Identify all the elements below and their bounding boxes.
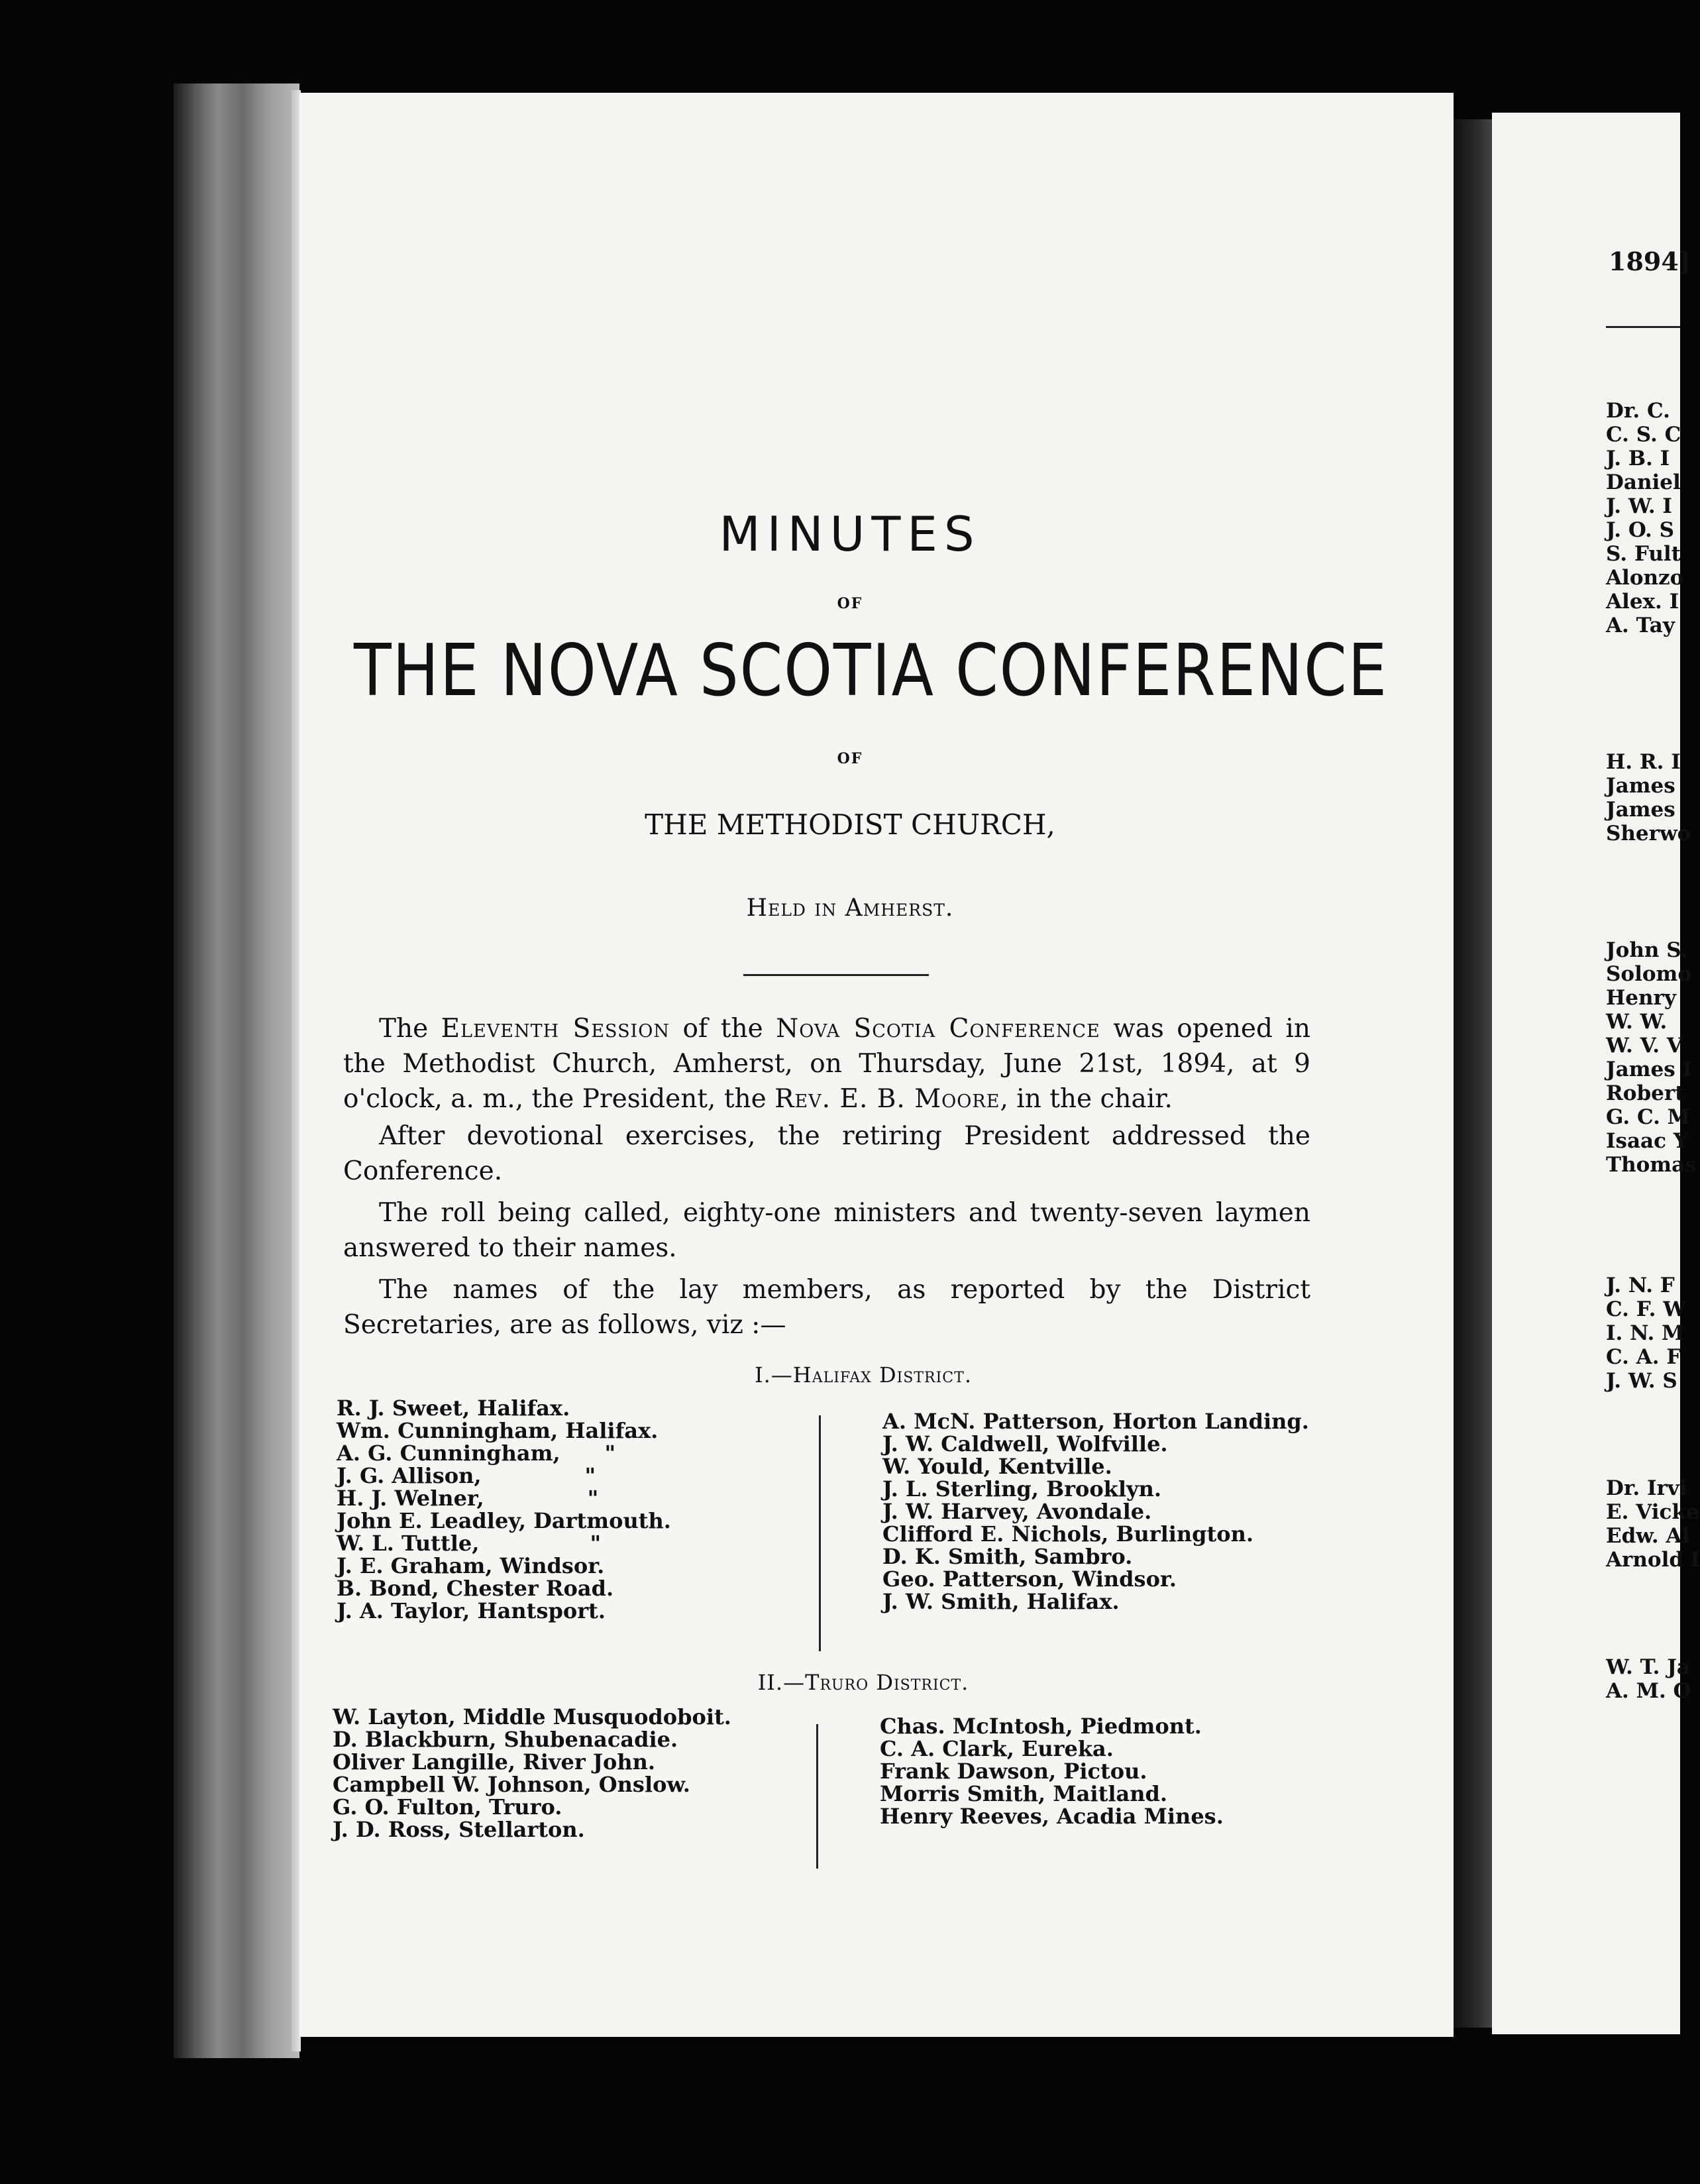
facing-page-line: Henry bbox=[1606, 986, 1676, 1010]
book-gutter bbox=[1454, 119, 1492, 2028]
truro-right-column bbox=[880, 1715, 1224, 1828]
list-item: C. A. Clark, Eureka. bbox=[880, 1736, 1114, 1761]
facing-page-line: J. W. S bbox=[1606, 1369, 1677, 1393]
list-item: Wm. Cunningham, Halifax. bbox=[337, 1418, 659, 1443]
facing-page-line: A. M. O bbox=[1606, 1679, 1691, 1703]
text: The bbox=[379, 1014, 441, 1044]
list-item: D. K. Smith, Sambro. bbox=[882, 1544, 1133, 1569]
paragraph-lay-members: The names of the lay members, as reported by the District Secretaries, are as follows, viz :— bbox=[343, 1275, 1310, 1340]
list-item: J. E. Graham, Windsor. bbox=[337, 1553, 605, 1578]
list-item: H. J. Welner, " bbox=[337, 1486, 599, 1511]
facing-page-line: Solomo bbox=[1606, 962, 1691, 986]
facing-page-line: S. Fult bbox=[1606, 542, 1681, 566]
title-church: THE METHODIST CHURCH, bbox=[645, 808, 1055, 841]
facing-page-line: Sherwo bbox=[1606, 822, 1691, 846]
list-item: A. G. Cunningham, " bbox=[337, 1441, 616, 1466]
list-item: J. W. Smith, Halifax. bbox=[882, 1589, 1120, 1614]
facing-page-line: Robert bbox=[1606, 1081, 1685, 1105]
facing-page-line: A. Tay bbox=[1606, 614, 1675, 637]
list-item: Oliver Langille, River John. bbox=[333, 1749, 655, 1774]
facing-page-line: Alonzo bbox=[1606, 566, 1684, 590]
title-conference: THE NOVA SCOTIA CONFERENCE bbox=[353, 629, 1388, 712]
facing-page-line: I. N. M bbox=[1606, 1321, 1685, 1345]
list-item: Geo. Patterson, Windsor. bbox=[882, 1566, 1177, 1592]
facing-page-line: Dr. C. bbox=[1606, 399, 1670, 423]
paragraph-opening bbox=[343, 1011, 1310, 1117]
halifax-left-column bbox=[337, 1397, 671, 1622]
facing-page-line: J. W. I bbox=[1606, 494, 1672, 518]
list-item: Campbell W. Johnson, Onslow. bbox=[333, 1772, 690, 1797]
truro-left-column bbox=[333, 1706, 731, 1841]
list-item: Henry Reeves, Acadia Mines. bbox=[880, 1804, 1224, 1829]
facing-page-line: James I bbox=[1606, 1058, 1693, 1081]
paragraph-roll: The roll being called, eighty-one ministers and twenty-seven laymen answered to their names. bbox=[343, 1198, 1310, 1263]
facing-page-line: Dr. Irvi bbox=[1606, 1476, 1687, 1500]
list-item: J. D. Ross, Stellarton. bbox=[333, 1817, 585, 1842]
facing-page-line: Arnold I bbox=[1606, 1548, 1700, 1572]
text-small-caps: Eleventh Session bbox=[441, 1014, 670, 1044]
facing-page bbox=[1492, 113, 1700, 2034]
facing-page-line: J. B. I bbox=[1606, 447, 1670, 470]
column-divider bbox=[816, 1724, 818, 1869]
facing-page-line: E. Vicke bbox=[1606, 1500, 1699, 1524]
title-of: OF bbox=[837, 595, 863, 612]
list-item: W. Layton, Middle Musquodoboit. bbox=[333, 1704, 731, 1729]
facing-page-line: J. N. F bbox=[1606, 1274, 1675, 1297]
facing-page-line: H. R. I bbox=[1606, 750, 1681, 774]
list-item: R. J. Sweet, Halifax. bbox=[337, 1395, 570, 1421]
text-small-caps: Nova Scotia Conference bbox=[776, 1014, 1100, 1044]
list-item: J. G. Allison, " bbox=[337, 1463, 596, 1488]
facing-page-line: J. O. S bbox=[1606, 518, 1675, 542]
column-divider bbox=[819, 1415, 821, 1651]
list-item: J. A. Taylor, Hantsport. bbox=[337, 1598, 606, 1623]
facing-page-line: W. T. Ja bbox=[1606, 1655, 1690, 1679]
title-held-in: Held in Amherst. bbox=[746, 895, 954, 922]
list-item: W. L. Tuttle, " bbox=[337, 1531, 602, 1556]
halifax-right-column bbox=[882, 1410, 1309, 1613]
list-item: Clifford E. Nichols, Burlington. bbox=[882, 1521, 1254, 1547]
text: was opened in the Methodist Church, Amherst, on Thursday, June 21st, 1894, at 9 o'clock, a. m., the President, the bbox=[343, 1014, 1311, 1114]
facing-page-line: W. W. bbox=[1606, 1010, 1668, 1034]
facing-page-line: James bbox=[1606, 798, 1675, 822]
text: of the bbox=[670, 1014, 776, 1044]
facing-page-line: Isaac Y bbox=[1606, 1129, 1688, 1153]
text: , in the chair. bbox=[1000, 1084, 1173, 1114]
list-item: D. Blackburn, Shubenacadie. bbox=[333, 1727, 678, 1752]
facing-page-line: Daniel bbox=[1606, 470, 1681, 494]
paragraph-devotional: After devotional exercises, the retiring President addressed the Conference. bbox=[343, 1121, 1310, 1186]
list-item: W. Yould, Kentville. bbox=[882, 1454, 1112, 1479]
facing-page-line: C. F. W bbox=[1606, 1297, 1687, 1321]
list-item: Chas. McIntosh, Piedmont. bbox=[880, 1714, 1202, 1739]
title-minutes: MINUTES bbox=[719, 506, 981, 562]
list-item: Frank Dawson, Pictou. bbox=[880, 1759, 1147, 1784]
facing-page-line: Thomas bbox=[1606, 1153, 1697, 1177]
facing-page-line: G. C. M bbox=[1606, 1105, 1690, 1129]
facing-page-line: Edw. Al bbox=[1606, 1524, 1690, 1548]
facing-page-rule bbox=[1606, 326, 1680, 328]
left-page bbox=[299, 93, 1454, 2037]
book-spine bbox=[174, 83, 299, 2058]
facing-page-line: Alex. I bbox=[1606, 590, 1679, 614]
list-item: Morris Smith, Maitland. bbox=[880, 1781, 1168, 1806]
text-small-caps: Rev. E. B. Moore bbox=[774, 1084, 1000, 1114]
list-item: B. Bond, Chester Road. bbox=[337, 1576, 614, 1601]
facing-page-line: John S. bbox=[1606, 938, 1688, 962]
facing-page-line: C. S. C bbox=[1606, 423, 1681, 447]
list-item: J. W. Caldwell, Wolfville. bbox=[882, 1431, 1168, 1456]
title-of-2: OF bbox=[837, 750, 863, 767]
list-item: A. McN. Patterson, Horton Landing. bbox=[882, 1409, 1309, 1434]
title-rule bbox=[743, 974, 929, 976]
facing-page-line: C. A. F bbox=[1606, 1345, 1681, 1369]
list-item: J. W. Harvey, Avondale. bbox=[882, 1499, 1152, 1524]
district-heading-truro: II.—Truro District. bbox=[757, 1670, 969, 1695]
list-item: John E. Leadley, Dartmouth. bbox=[337, 1508, 671, 1533]
list-item: G. O. Fulton, Truro. bbox=[333, 1794, 562, 1820]
facing-page-line: James bbox=[1606, 774, 1675, 798]
list-item: J. L. Sterling, Brooklyn. bbox=[882, 1476, 1161, 1502]
facing-page-header: 1894] bbox=[1609, 246, 1691, 276]
district-heading-halifax: I.—Halifax District. bbox=[754, 1362, 972, 1388]
facing-page-line: W. V. V bbox=[1606, 1034, 1683, 1058]
